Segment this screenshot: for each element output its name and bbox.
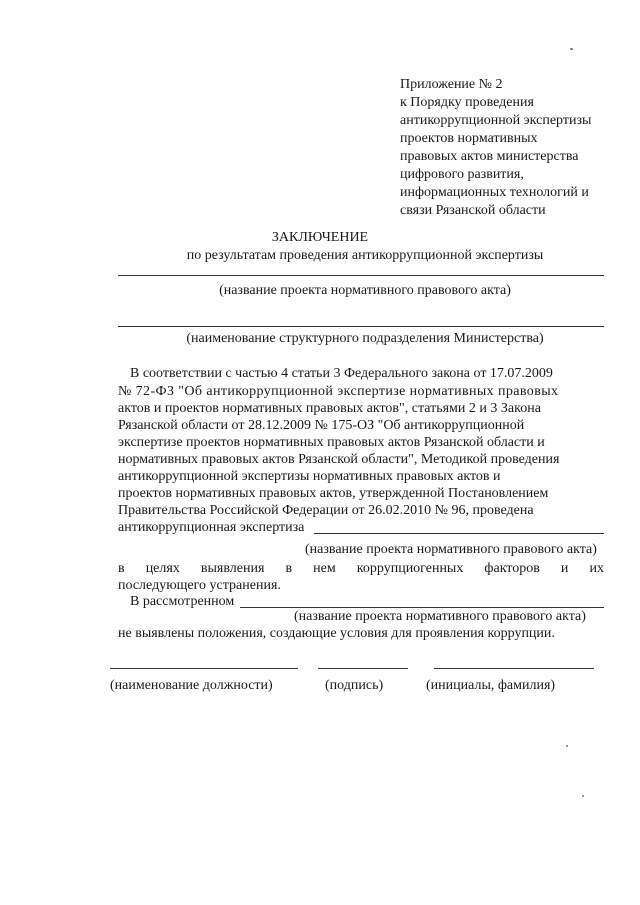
purpose-line [118,560,604,577]
document-title: ЗАКЛЮЧЕНИЕ [271,230,369,245]
annex-line: антикоррупционной экспертизы [400,113,592,128]
project-name-caption-3: (название проекта нормативного правового акта) [294,609,586,624]
body-line: экспертизе проектов нормативных правовых актов Рязанской области и [118,435,545,450]
reviewed-label: В рассмотренном [130,594,235,609]
position-line [110,668,298,669]
purpose-word: целях [145,561,180,576]
body-line: Рязанской области от 28.12.2009 № 175-ОЗ "Об антикоррупционной [118,418,525,433]
scan-speck [570,48,573,50]
purpose-word: их [589,561,604,576]
purpose-word: нем [313,561,336,576]
body-line: Правительства Российской Федерации от 26.02.2010 № 96, проведена [118,503,534,518]
department-line [118,326,604,327]
purpose-word: выявления [200,561,265,576]
purpose-line-2: последующего устранения. [118,578,281,593]
body-line: В соответствии с частью 4 статьи 3 Федерального закона от 17.07.2009 [130,366,553,381]
purpose-word: в [118,561,125,576]
position-caption: (наименование должности) [110,678,273,693]
body-line: проектов нормативных правовых актов, утвержденной Постановлением [118,486,549,501]
annex-line: к Порядку проведения [400,95,534,110]
project-name-line [118,275,604,276]
annex-line: проектов нормативных [400,131,538,146]
purpose-word: и [560,561,569,576]
body-line: актов и проектов нормативных правовых актов", статьями 2 и 3 Закона [118,401,541,416]
signature-line [318,668,408,669]
name-caption: (инициалы, фамилия) [426,678,556,693]
purpose-word: в [285,561,293,576]
project-name-caption: (название проекта нормативного правового акта) [219,283,511,298]
purpose-word: факторов [484,561,540,576]
body-line: антикоррупционной экспертизы нормативных правовых актов и [118,469,501,484]
document-subtitle: по результатам проведения антикоррупционной экспертизы [186,248,544,263]
conclusion-text: не выявлены положения, создающие условия для проявления коррупции. [118,626,555,641]
purpose-word: коррупциогенных [356,561,464,576]
project-name-caption-2: (название проекта нормативного правового акта) [305,542,597,557]
annex-line: Приложение № 2 [400,77,503,92]
annex-line: связи Рязанской области [400,203,546,218]
body-line: № 72-ФЗ "Об антикоррупционной экспертизе нормативных правовых [118,384,559,399]
annex-line: правовых актов министерства [400,149,579,164]
signature-caption: (подпись) [325,678,384,693]
name-line [434,668,594,669]
body-line: нормативных правовых актов Рязанской области", Методикой проведения [118,452,560,467]
annex-line: информационных технологий и [400,185,589,200]
scan-speck [566,745,568,747]
annex-line: цифрового развития, [400,167,524,182]
body-line: антикоррупционная экспертиза [118,520,305,535]
scan-speck [582,795,584,797]
department-caption: (наименование структурного подразделения Министерства) [186,331,544,346]
expertise-object-line [314,533,604,534]
